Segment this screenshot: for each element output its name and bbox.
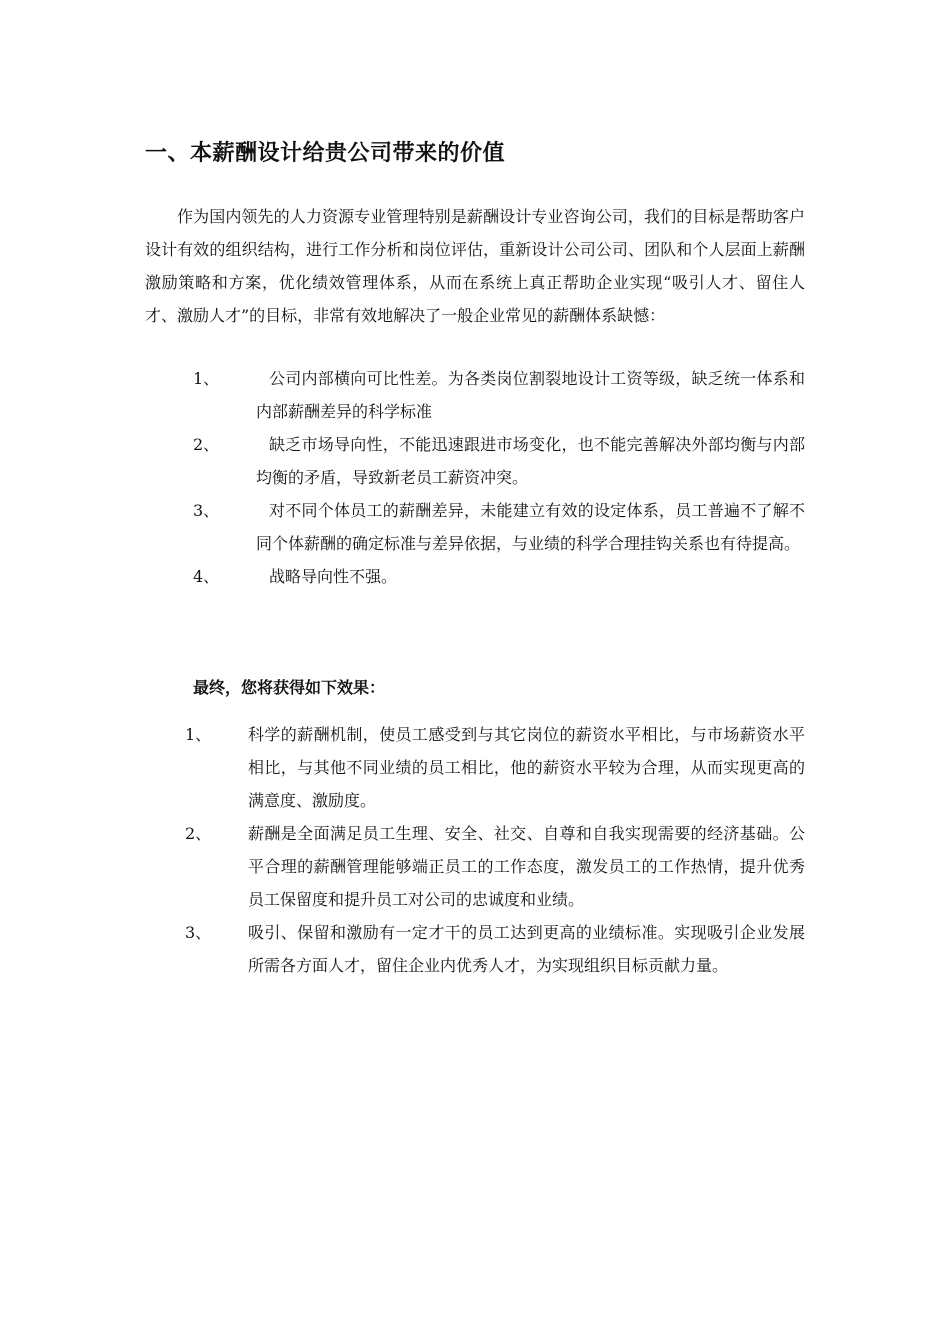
result-number: 1、 (185, 725, 212, 744)
problem-item (193, 494, 805, 560)
problem-number: 4、 (193, 567, 220, 586)
problem-text: 公司内部横向可比性差。为各类岗位割裂地设计工资等级，缺乏统一体系和内部薪酬差异的科学标准 (256, 369, 805, 421)
result-number: 2、 (185, 824, 212, 843)
problem-item (193, 362, 805, 428)
problem-text: 战略导向性不强。 (269, 567, 398, 586)
results-heading: 最终，您将获得如下效果： (193, 678, 386, 697)
result-item (185, 817, 805, 916)
problem-text: 对不同个体员工的薪酬差异，未能建立有效的设定体系，员工普遍不了解不同个体薪酬的确定标准与差异依据，与业绩的科学合理挂钩关系也有待提高。 (256, 501, 805, 553)
result-text: 薪酬是全面满足员工生理、安全、社交、自尊和自我实现需要的经济基础。公平合理的薪酬管理能够端正员工的工作态度，激发员工的工作热情，提升优秀员工保留度和提升员工对公司的忠诚度和业绩。 (248, 824, 805, 909)
result-text: 吸引、保留和激励有一定才干的员工达到更高的业绩标准。实现吸引企业发展所需各方面人才，留住企业内优秀人才，为实现组织目标贡献力量。 (248, 923, 805, 975)
result-number: 3、 (185, 923, 212, 942)
problem-item (193, 428, 805, 494)
intro-paragraph: 作为国内领先的人力资源专业管理特别是薪酬设计专业咨询公司，我们的目标是帮助客户设计有效的组织结构，进行工作分析和岗位评估，重新设计公司公司、团队和个人层面上薪酬激励策略和方案，优化绩效管理体系，从而在系统上真正帮助企业实现“吸引人才、留住人才、激励人才”的目标，非常有效地解决了一般企业常见的薪酬体系缺憾： (145, 207, 805, 325)
problem-text: 缺乏市场导向性，不能迅速跟进市场变化，也不能完善解决外部均衡与内部均衡的矛盾，导致新老员工薪资冲突。 (256, 435, 805, 487)
problem-number: 3、 (193, 501, 220, 520)
problem-number: 1、 (193, 369, 220, 388)
problem-list (193, 362, 805, 593)
problem-item (193, 560, 805, 593)
result-item (185, 718, 805, 817)
results-list (185, 718, 805, 982)
section-heading: 一、本薪酬设计给贵公司带来的价值 (145, 141, 506, 166)
result-text: 科学的薪酬机制，使员工感受到与其它岗位的薪资水平相比，与市场薪资水平相比，与其他不同业绩的员工相比，他的薪资水平较为合理，从而实现更高的满意度、激励度。 (248, 725, 805, 810)
problem-number: 2、 (193, 435, 220, 454)
result-item (185, 916, 805, 982)
